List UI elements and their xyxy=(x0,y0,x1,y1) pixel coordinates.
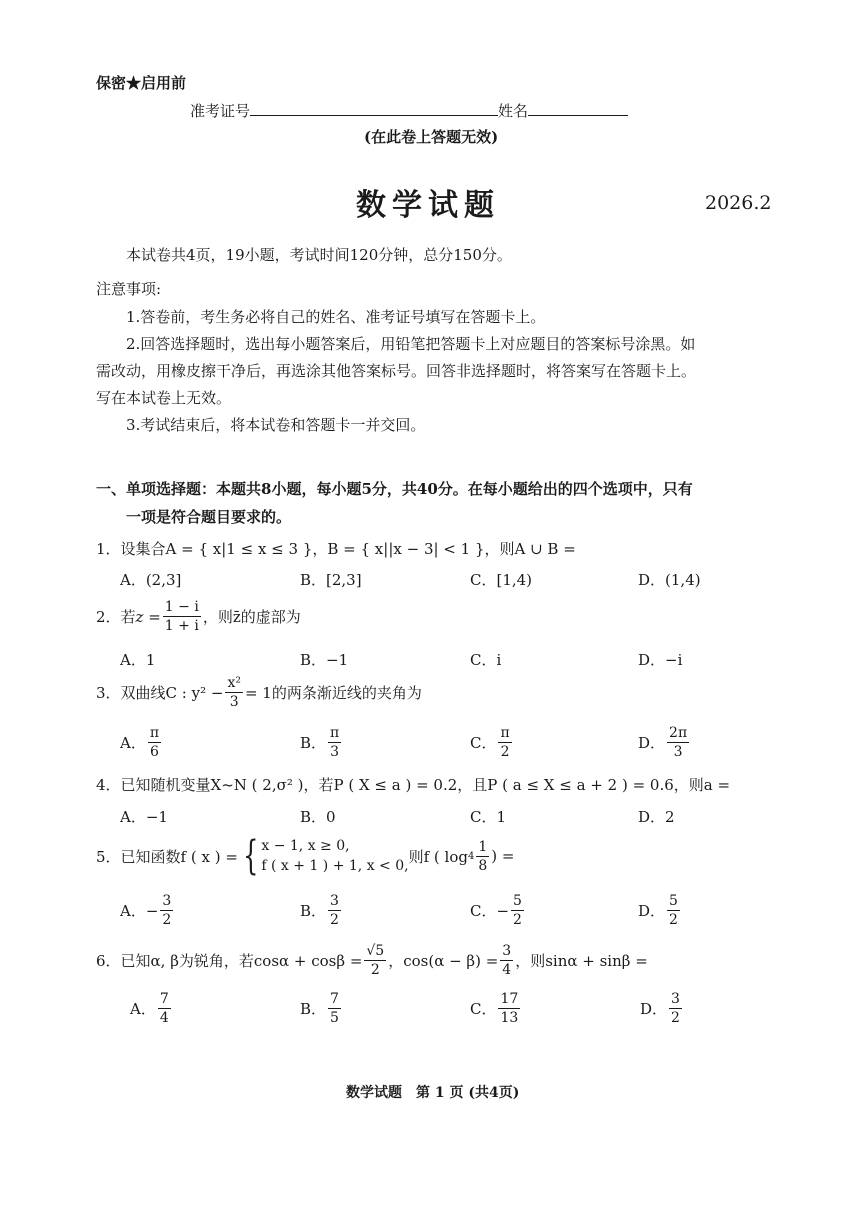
exam-id-field xyxy=(250,101,498,116)
question-1-option-a: A．(2,3] xyxy=(120,571,182,589)
question-5-option-b xyxy=(300,894,343,927)
question-6-stem xyxy=(96,944,648,977)
question-6-option-d xyxy=(640,992,684,1025)
question-6-option-b-fraction xyxy=(328,992,341,1025)
question-3-fraction-denominator: 3 xyxy=(229,694,239,710)
section-1-heading: 一、单项选择题：本题共8小题，每小题5分，共40分。在每小题给出的四个选项中，只有 xyxy=(96,480,693,498)
question-3-option-c-numerator: π xyxy=(500,725,510,741)
question-5-option-d-label: D． xyxy=(638,902,666,920)
question-6-option-a-denominator: 4 xyxy=(159,1010,169,1026)
question-2-option-d: D．−i xyxy=(638,651,683,669)
note-item-3: 3.考试结束后，将本试卷和答题卡一并交回。 xyxy=(126,416,426,434)
question-5-cases xyxy=(261,836,408,876)
question-2-fraction-denominator: 1 + i xyxy=(164,618,199,634)
question-3-option-a-label: A． xyxy=(120,734,146,752)
question-6-option-c-label: C． xyxy=(470,1000,497,1018)
note-item-2-line-1: 2.回答选择题时，选出每小题答案后，用铅笔把答题卡上对应题目的答案标号涂黑。如 xyxy=(126,335,696,353)
question-2-z: z = xyxy=(135,607,161,626)
question-5-piecewise xyxy=(238,833,409,879)
question-5-prefix: 5．已知函数f ( x ) = xyxy=(96,847,238,866)
question-3-fraction-numerator: x² xyxy=(227,675,241,691)
question-6-fraction-2-numerator: 3 xyxy=(502,943,512,959)
question-6-option-d-denominator: 2 xyxy=(671,1010,680,1026)
question-3-option-c xyxy=(470,726,514,759)
question-2-stem xyxy=(96,600,301,633)
question-5-option-c-fraction xyxy=(511,894,524,927)
question-4-stem: 4．已知随机变量X~N ( 2,σ² )，若P ( X ≤ a ) = 0.2，且P ( a ≤ X ≤ a + 2 ) = 0.6，则a = xyxy=(96,776,731,794)
exam-id-row xyxy=(190,100,628,121)
question-5-fraction-denominator: 8 xyxy=(478,857,488,874)
question-6-fraction-1 xyxy=(364,944,386,977)
question-3-option-a-fraction xyxy=(148,726,161,759)
question-6-fraction-2 xyxy=(500,944,513,977)
question-3-option-b xyxy=(300,726,343,759)
exam-date: 2026.2 xyxy=(705,192,772,214)
question-5-case-2: f ( x + 1 ) + 1, x < 0, xyxy=(261,858,409,874)
question-4-option-d: D．2 xyxy=(638,808,675,826)
question-6-tail: ，则sinα + sinβ = xyxy=(515,952,648,970)
question-6-option-d-numerator: 3 xyxy=(671,991,680,1007)
question-5-option-a-numerator: 3 xyxy=(162,893,172,909)
question-5-option-d-fraction xyxy=(667,894,680,927)
question-5-option-d-denominator: 2 xyxy=(669,912,678,928)
question-6-option-b-label: B． xyxy=(300,1000,327,1018)
question-5-mid: 则f ( log xyxy=(408,847,468,866)
question-3-option-d-label: D． xyxy=(638,734,666,752)
question-6-fraction-1-numerator: √5 xyxy=(366,943,385,959)
page-title: 数学试题 xyxy=(356,188,500,223)
question-6-option-c-denominator: 13 xyxy=(500,1010,519,1026)
question-3-option-d-fraction xyxy=(667,726,689,759)
invalid-note: (在此卷上答题无效) xyxy=(364,128,499,146)
question-6-option-a-label: A． xyxy=(130,1000,156,1018)
question-5-option-b-numerator: 3 xyxy=(330,893,339,909)
exam-id-label: 准考证号 xyxy=(190,102,251,120)
question-3-option-d-denominator: 3 xyxy=(673,744,683,760)
question-6-option-a xyxy=(130,992,173,1025)
question-6-fraction-1-denominator: 2 xyxy=(370,962,380,978)
name-label: 姓名 xyxy=(498,102,529,120)
question-5-fraction xyxy=(476,840,489,873)
question-5-option-a-fraction xyxy=(160,894,173,927)
notes-heading: 注意事项: xyxy=(96,280,162,298)
question-5-option-a-denominator: 2 xyxy=(162,912,172,928)
question-5-option-c-label: C．− xyxy=(470,902,510,920)
question-6-option-a-numerator: 7 xyxy=(159,991,169,1007)
question-5-option-a-label: A．− xyxy=(120,902,159,920)
question-6-option-d-fraction xyxy=(669,992,682,1025)
question-6-option-a-fraction xyxy=(158,992,171,1025)
question-3-option-d xyxy=(638,726,691,759)
question-5-option-c xyxy=(470,894,526,927)
question-5-stem xyxy=(96,833,515,879)
question-6-option-c xyxy=(470,992,522,1025)
question-1-option-b: B．[2,3] xyxy=(300,571,362,589)
question-4-option-c: C．1 xyxy=(470,808,507,826)
question-2-tail: ，则z̄的虚部为 xyxy=(202,608,301,626)
question-5-option-a xyxy=(120,894,175,927)
question-5-option-b-denominator: 2 xyxy=(330,912,339,928)
question-3-option-a-numerator: π xyxy=(149,725,160,741)
question-3-option-c-denominator: 2 xyxy=(500,744,510,760)
question-2-option-a: A．1 xyxy=(120,651,156,669)
question-2-option-c: C．i xyxy=(470,651,502,669)
question-1-option-c: C．[1,4) xyxy=(470,571,533,589)
question-3-option-a-denominator: 6 xyxy=(149,744,159,760)
question-5-log-base: 4 xyxy=(467,850,475,862)
question-5-option-c-denominator: 2 xyxy=(513,912,522,928)
question-5-option-d-numerator: 5 xyxy=(669,893,678,909)
question-6-option-b xyxy=(300,992,343,1025)
question-3-tail: = 1的两条渐近线的夹角为 xyxy=(244,684,422,702)
question-6-option-c-fraction xyxy=(498,992,520,1025)
question-2-option-b: B．−1 xyxy=(300,651,349,669)
question-4-option-b: B．0 xyxy=(300,808,336,826)
question-3-fraction xyxy=(225,676,243,709)
page-footer: 数学试题 第 1 页 (共4页) xyxy=(346,1085,520,1101)
question-3-option-c-fraction xyxy=(498,726,511,759)
question-6-option-c-numerator: 17 xyxy=(500,991,519,1007)
question-2-fraction xyxy=(163,600,201,633)
question-3-option-b-numerator: π xyxy=(330,725,340,741)
question-3-option-d-numerator: 2π xyxy=(669,725,688,741)
question-6-option-b-denominator: 5 xyxy=(330,1010,339,1026)
question-5-option-c-numerator: 5 xyxy=(513,893,522,909)
section-1-heading-line-2: 一项是符合题目要求的。 xyxy=(126,508,292,526)
confidential-label: 保密★启用前 xyxy=(96,74,187,92)
question-5-option-d xyxy=(638,894,682,927)
question-3-prefix: 3．双曲线C : y² − xyxy=(96,684,224,702)
question-3-option-b-fraction xyxy=(328,726,341,759)
question-6-option-d-label: D． xyxy=(640,1000,668,1018)
intro-text: 本试卷共4页，19小题，考试时间120分钟，总分150分。 xyxy=(126,246,512,264)
question-3-option-b-denominator: 3 xyxy=(330,744,340,760)
name-field xyxy=(528,101,628,116)
left-brace-icon: { xyxy=(242,833,259,879)
question-6-option-b-numerator: 7 xyxy=(330,991,339,1007)
question-5-case-1: x − 1, x ≥ 0, xyxy=(261,838,350,854)
note-item-2-line-3: 写在本试卷上无效。 xyxy=(96,389,232,407)
question-5-fraction-numerator: 1 xyxy=(478,838,488,855)
question-1-option-d: D．(1,4) xyxy=(638,571,701,589)
question-3-stem xyxy=(96,676,422,709)
note-item-1: 1.答卷前，考生务必将自己的姓名、准考证号填写在答题卡上。 xyxy=(126,308,546,326)
question-5-tail: ) = xyxy=(491,847,515,865)
question-2-prefix: 2．若 xyxy=(96,608,136,626)
question-4-option-a: A．−1 xyxy=(120,808,168,826)
question-1-stem: 1．设集合A = { x|1 ≤ x ≤ 3 }，B = { x||x − 3| < 1 }，则A ∪ B = xyxy=(96,540,576,558)
question-3-option-a xyxy=(120,726,163,759)
question-2-fraction-numerator: 1 − i xyxy=(164,599,199,615)
note-item-2-line-2: 需改动，用橡皮擦干净后，再选涂其他答案标号。回答非选择题时，将答案写在答题卡上。 xyxy=(96,362,697,380)
question-5-option-b-fraction xyxy=(328,894,341,927)
question-3-option-b-label: B． xyxy=(300,734,327,752)
question-6-mid: ，cos(α − β) = xyxy=(388,952,499,970)
question-6-prefix: 6．已知α, β为锐角，若cosα + cosβ = xyxy=(96,952,363,970)
question-5-option-b-label: B． xyxy=(300,902,327,920)
question-6-fraction-2-denominator: 4 xyxy=(502,962,512,978)
question-3-option-c-label: C． xyxy=(470,734,497,752)
